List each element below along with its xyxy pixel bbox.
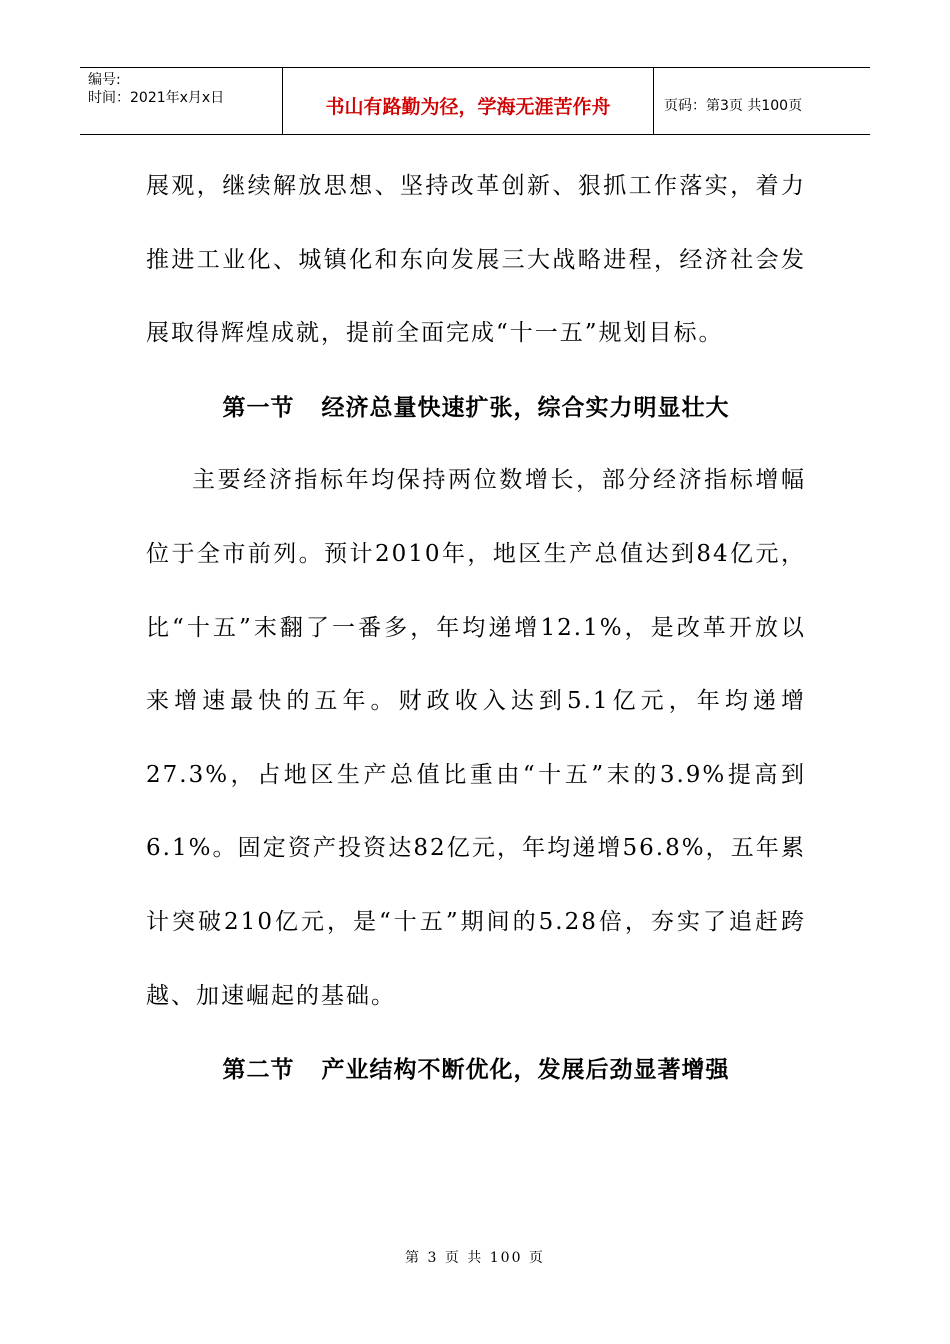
section-heading-2: 第二节 产业结构不断优化，发展后劲显著增强 <box>222 1056 730 1084</box>
document-body <box>146 150 806 1107</box>
page-header <box>80 67 870 135</box>
header-meta <box>80 68 282 134</box>
paragraph-economy: 主要经济指标年均保持两位数增长，部分经济指标增幅位于全市前列。预计2010年，地区生产总值达到84亿元，比“十五”末翻了一番多，年均递增12.1%，是改革开放以来增速最快的五年。财政收入达到5.1亿元，年均递增27.3%，占地区生产总值比重由“十五”末的3.9%提高到6.1%。固定资产投资达82亿元，年均递增56.8%，五年累计突破210亿元，是“十五”期间的5.28倍，夯实了追赶跨越、加速崛起的基础。 <box>146 467 806 1009</box>
header-motto: 书山有路勤为径，学海无涯苦作舟 <box>282 68 654 134</box>
document-number-label: 编号: <box>88 72 121 88</box>
paragraph-continued: 展观，继续解放思想、坚持改革创新、狠抓工作落实，着力推进工业化、城镇化和东向发展三大战略进程，经济社会发展取得辉煌成就，提前全面完成“十一五”规划目标。 <box>146 173 806 347</box>
page-footer: 第 3 页 共 100 页 <box>405 1250 545 1266</box>
document-time: 时间：2021年x月x日 <box>88 90 225 106</box>
header-page-info: 页码：第3页 共100页 <box>664 98 803 114</box>
section-heading-1: 第一节 经济总量快速扩张，综合实力明显壮大 <box>222 393 730 421</box>
